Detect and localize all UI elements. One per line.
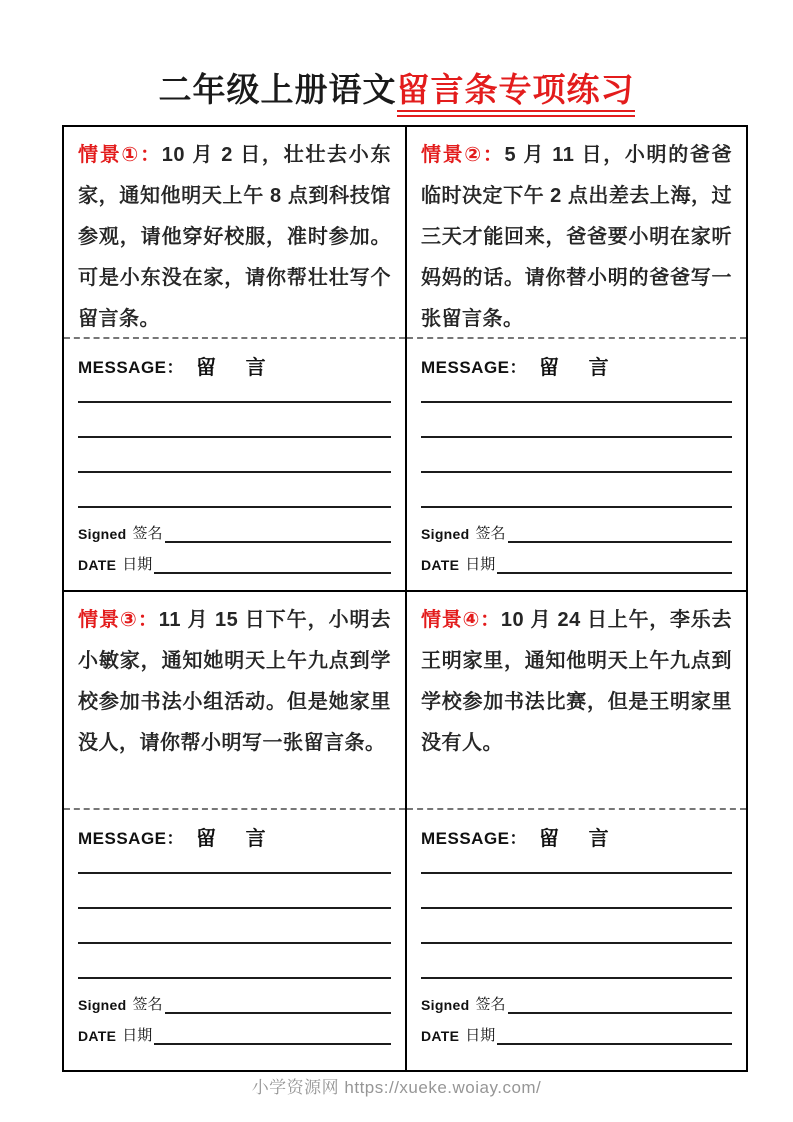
watermark-footer: 小学资源网 https://xueke.woiay.com/ (251, 1078, 542, 1097)
date-fill-line (497, 558, 732, 574)
message-label-en: MESSAGE： (421, 357, 528, 377)
message-area-2 (407, 339, 746, 590)
scenario-2-body: 5 月 11 日，小明的爸爸临时决定下午 2 点出差去上海，过三天才能回来，爸爸要小明在家听妈妈的话。请你替小明的爸爸写一张留言条。 (421, 144, 733, 330)
date-label-cn: 日期 (122, 1027, 153, 1044)
message-label-cn: 留 言 (539, 356, 621, 379)
scenario-1-paragraph (64, 127, 405, 337)
message-label-cn: 留 言 (539, 827, 621, 850)
message-write-line (421, 848, 732, 874)
scenario-4-paragraph (407, 592, 746, 808)
page-title (0, 64, 793, 111)
date-row (421, 554, 732, 574)
signed-label-en: Signed (421, 997, 470, 1013)
message-heading (78, 353, 391, 377)
scenario-cell-2 (407, 127, 746, 592)
message-area-1 (64, 339, 405, 590)
date-row (78, 1025, 391, 1045)
message-label-en: MESSAGE： (78, 828, 185, 848)
scenario-2-label: 情景②： (421, 144, 505, 166)
signed-row (78, 994, 391, 1014)
signed-label-en: Signed (78, 526, 127, 542)
page-title-red-part: 留言条专项练习 (397, 71, 635, 117)
message-heading (78, 824, 391, 848)
scenario-4-label: 情景④： (421, 609, 501, 631)
message-write-line (78, 438, 391, 473)
message-write-line (78, 909, 391, 944)
date-fill-line (154, 558, 391, 574)
date-label-cn: 日期 (122, 556, 153, 573)
signed-row (78, 523, 391, 543)
signed-label-en: Signed (78, 997, 127, 1013)
date-row (78, 554, 391, 574)
date-fill-line (154, 1029, 391, 1045)
date-label-cn: 日期 (465, 1027, 496, 1044)
message-write-line (421, 944, 732, 979)
scenario-cell-3 (64, 592, 407, 1070)
date-fill-line (497, 1029, 732, 1045)
date-row (421, 1025, 732, 1045)
message-write-line (78, 473, 391, 508)
scenario-1-body: 10 月 2 日，壮壮去小东家，通知他明天上午 8 点到科技馆参观，请他穿好校服，准时参加。可是小东没在家，请你帮壮壮写个留言条。 (78, 144, 391, 330)
message-write-line (78, 848, 391, 874)
scenario-3-label: 情景③： (78, 609, 159, 631)
message-write-line (421, 438, 732, 473)
signed-row (421, 523, 732, 543)
scenario-1-label: 情景①： (78, 144, 162, 166)
message-label-cn: 留 言 (196, 356, 278, 379)
scenario-cell-4 (407, 592, 746, 1070)
signed-label-cn: 签名 (475, 996, 506, 1013)
message-label-en: MESSAGE： (421, 828, 528, 848)
message-write-line (421, 874, 732, 909)
message-write-line (78, 874, 391, 909)
message-area-3 (64, 810, 405, 1070)
page-title-black-part: 二年级上册语文 (158, 71, 397, 108)
message-label-cn: 留 言 (196, 827, 278, 850)
message-write-line (78, 403, 391, 438)
signed-fill-line (508, 527, 733, 543)
message-label-en: MESSAGE： (78, 357, 185, 377)
date-label-en: DATE (421, 1028, 460, 1044)
scenario-3-paragraph (64, 592, 405, 808)
signed-label-cn: 签名 (475, 525, 506, 542)
message-write-line (421, 473, 732, 508)
message-heading (421, 824, 732, 848)
scenario-table (62, 125, 748, 1072)
scenario-4-body: 10 月 24 日上午，李乐去王明家里，通知他明天上午九点到学校参加书法比赛，但是王明家里没有人。 (421, 609, 732, 754)
date-label-en: DATE (78, 557, 117, 573)
message-write-line (421, 909, 732, 944)
scenario-3-body: 11 月 15 日下午，小明去小敏家，通知她明天上午九点到学校参加书法小组活动。但是她家里没人，请你帮小明写一张留言条。 (78, 609, 391, 754)
signed-fill-line (165, 527, 392, 543)
date-label-cn: 日期 (465, 556, 496, 573)
scenario-2-paragraph (407, 127, 746, 337)
message-heading (421, 353, 732, 377)
signed-row (421, 994, 732, 1014)
scenario-cell-1 (64, 127, 407, 592)
date-label-en: DATE (78, 1028, 117, 1044)
message-write-line (421, 377, 732, 403)
signed-label-en: Signed (421, 526, 470, 542)
message-write-line (78, 944, 391, 979)
message-area-4 (407, 810, 746, 1070)
signed-label-cn: 签名 (132, 525, 163, 542)
signed-fill-line (508, 998, 733, 1014)
signed-fill-line (165, 998, 392, 1014)
message-write-line (78, 377, 391, 403)
signed-label-cn: 签名 (132, 996, 163, 1013)
message-write-line (421, 403, 732, 438)
date-label-en: DATE (421, 557, 460, 573)
